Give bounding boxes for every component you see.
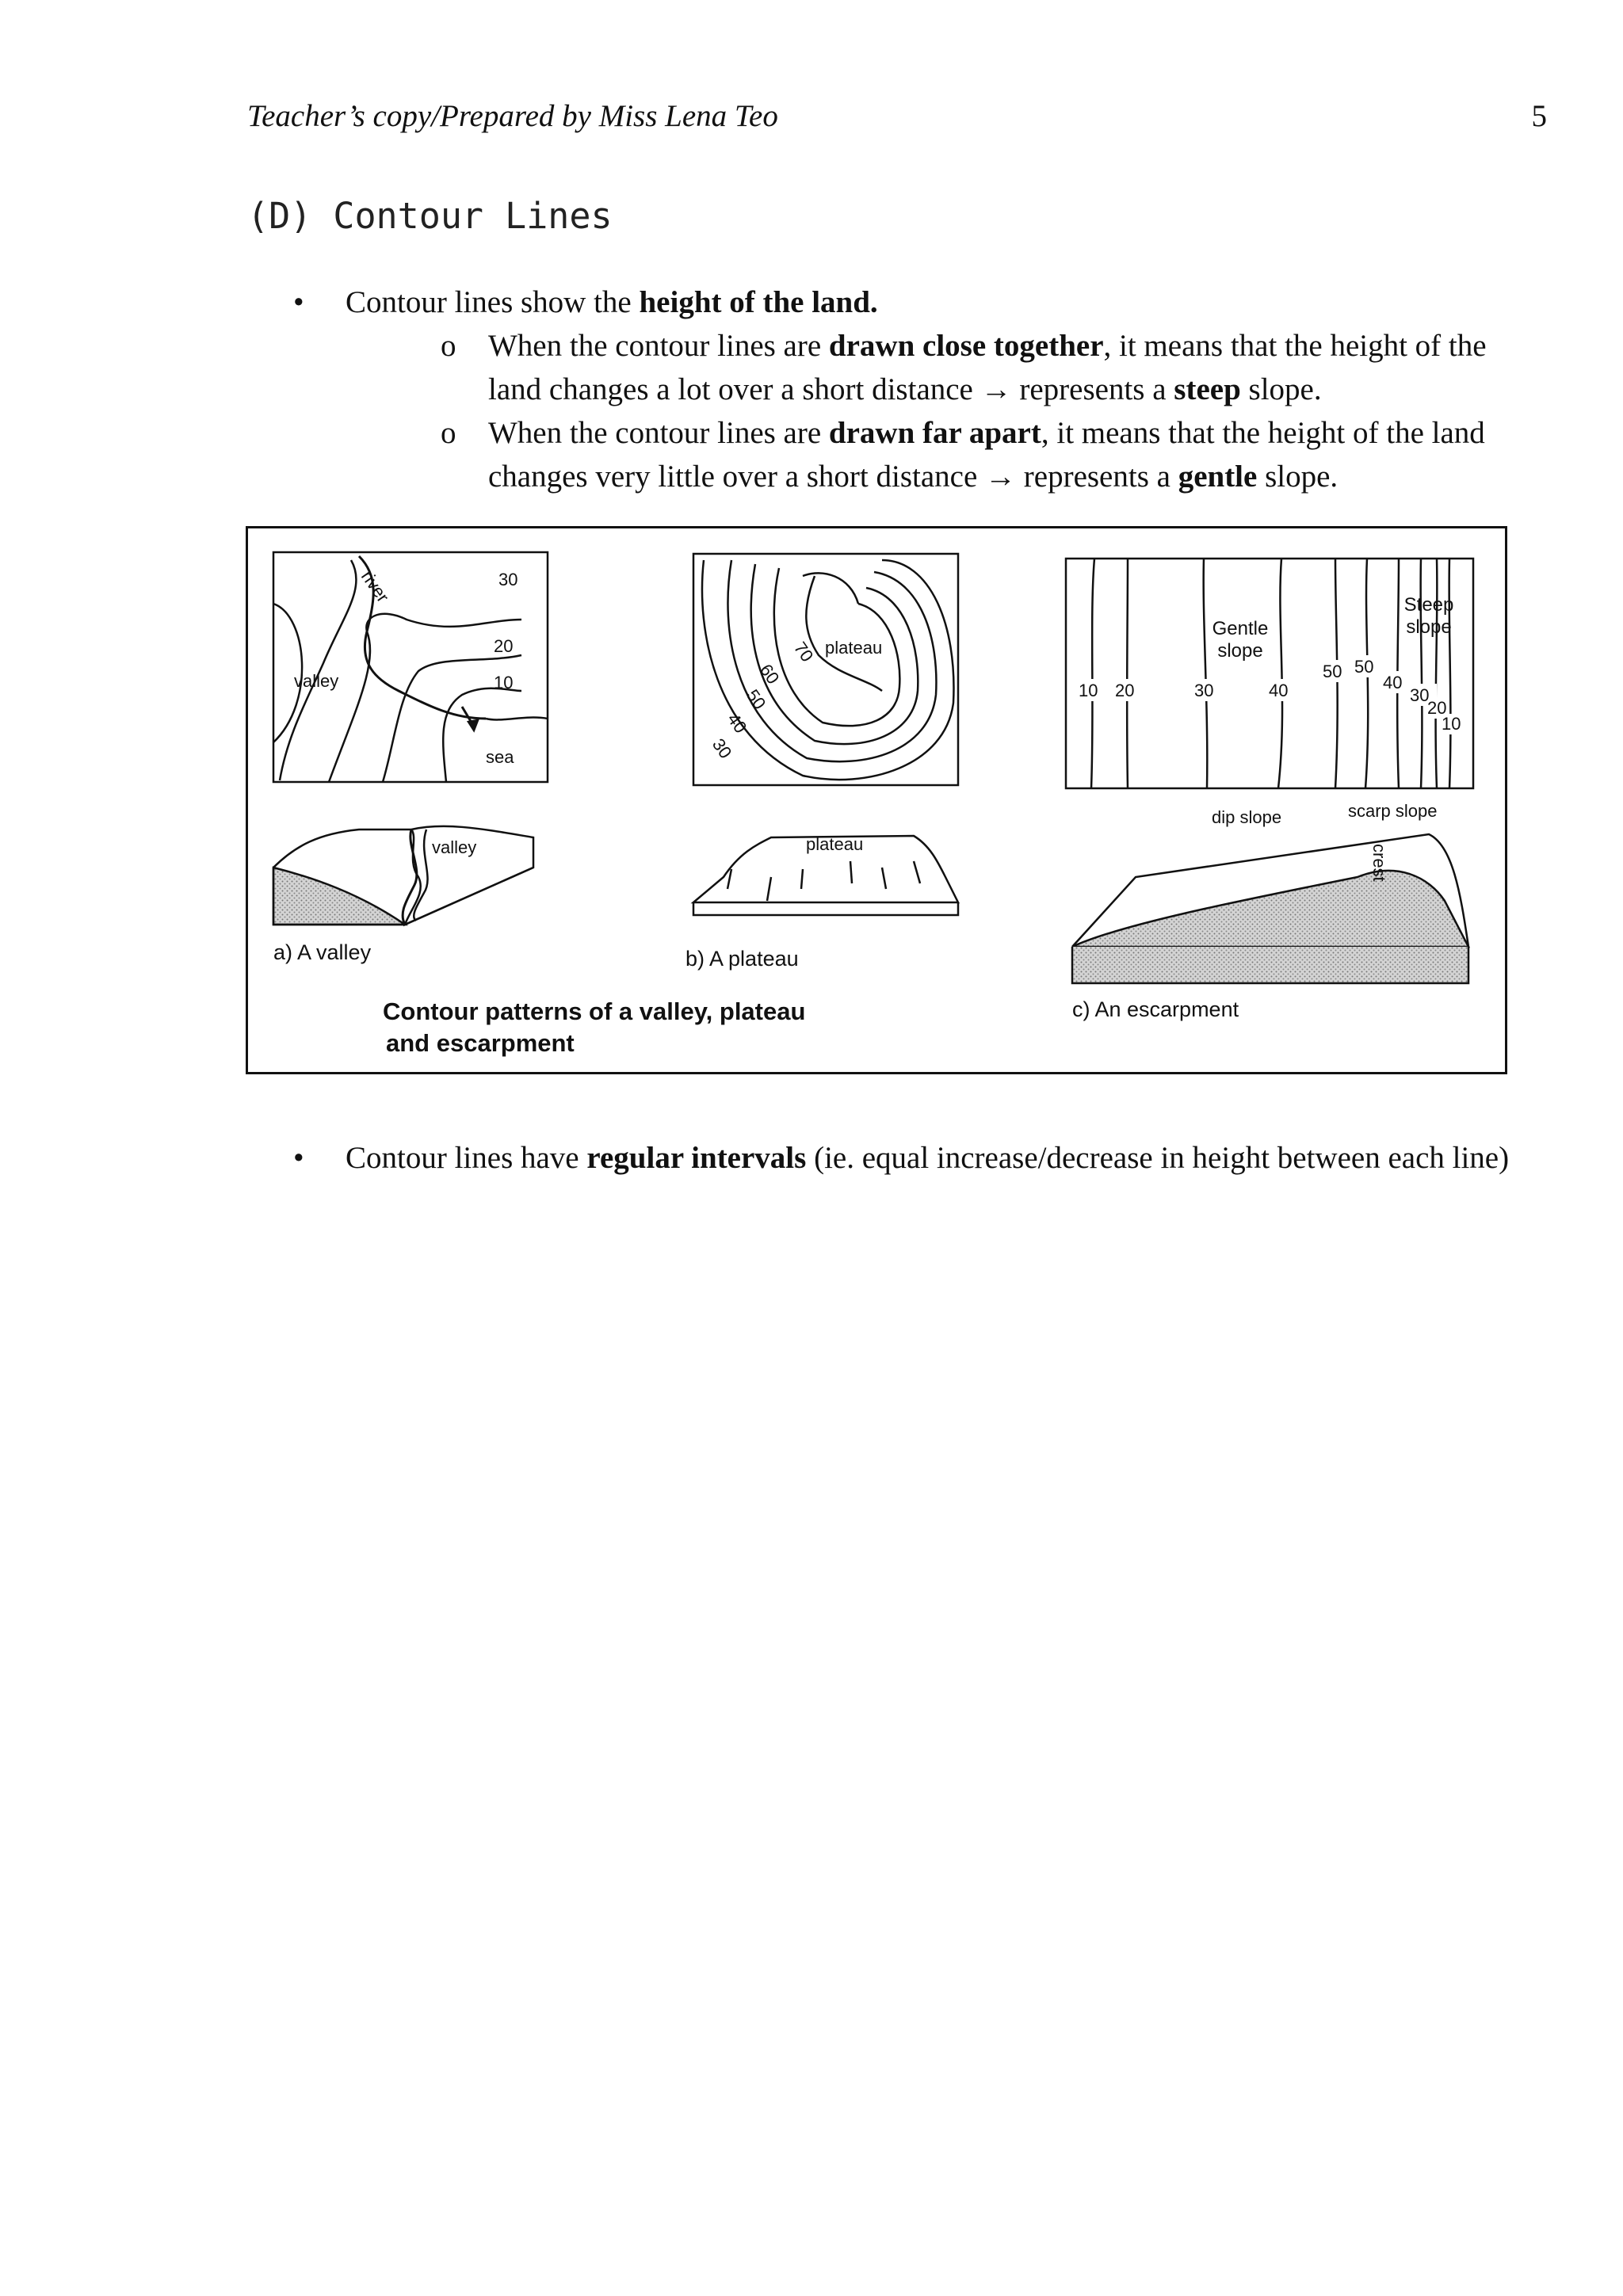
escarpment-left-10: 10 [1079,681,1098,700]
bullet-dot-icon: • [293,1141,304,1175]
page-header [247,98,1547,143]
arrow-icon: → [985,460,1017,494]
bullet1-text: Contour lines show the [346,285,640,319]
dip-slope-label: dip slope [1212,807,1282,827]
sub1-post: represents a [1011,372,1174,406]
escarpment-right-30: 30 [1410,685,1430,705]
bullet2-bold: regular intervals [586,1141,807,1175]
contour-figure [246,526,1507,1074]
bullet-item-height [293,280,1529,324]
valley-map-valley-label: valley [294,671,339,691]
sub-item-apart [338,411,1529,498]
plateau-map-40: 40 [723,709,751,737]
contour-diagram [248,528,1505,1072]
valley-map-20: 20 [494,636,514,656]
page-number: 5 [1531,99,1547,133]
bullet2-post: (ie. equal increase/decrease in height between each line) [806,1141,1510,1175]
escarpment-right-40: 40 [1383,673,1403,692]
escarpment-left-30: 30 [1194,681,1214,700]
caption-plateau: b) A plateau [685,947,799,971]
sub1-bold1: drawn close together [828,329,1104,363]
crest-label: crest [1369,844,1389,882]
sub2-post: represents a [1016,460,1178,494]
bullet2-pre: Contour lines have [346,1141,587,1175]
arrow-icon: → [980,372,1012,406]
plateau-map-60: 60 [755,660,784,688]
sub1-pre: When the contour lines are [488,329,829,363]
sub2-bold2: gentle [1178,460,1258,494]
plateau-map-plateau-label: plateau [825,638,883,658]
plateau-block-label: plateau [806,834,864,854]
bullet-list-top [293,280,1529,498]
bullet-dot-icon: • [293,285,304,319]
scarp-slope-label: scarp slope [1348,801,1438,821]
escarpment-right-20: 20 [1427,698,1447,718]
escarpment-right-10: 10 [1442,714,1461,734]
sub1-end: slope. [1240,372,1322,406]
gentle-slope-label-line2: slope [1217,640,1263,662]
escarpment-left-50: 50 [1323,662,1342,681]
sub2-end: slope. [1257,460,1338,494]
sub2-bold1: drawn far apart [828,416,1041,450]
sub-bullet-circle-icon: o [441,329,456,363]
sub1-bold2: steep [1174,372,1241,406]
plateau-map-50: 50 [742,685,770,713]
escarpment-left-20: 20 [1115,681,1135,700]
valley-block-label: valley [432,837,477,857]
steep-slope-label-line1: Steep [1403,594,1454,616]
steep-slope-label-line2: slope [1406,616,1452,638]
sub2-pre: When the contour lines are [488,416,829,450]
sub2-mid: , it means that the height of the land changes very little over a short distance [488,416,1485,494]
figure-title-line2: and escarpment [386,1029,575,1057]
valley-map-river-label: river [357,566,393,606]
plateau-map-70: 70 [789,638,818,666]
valley-block [273,826,533,925]
valley-map-10: 10 [494,673,514,692]
caption-escarpment: c) An escarpment [1072,997,1239,1021]
caption-valley: a) A valley [273,940,372,964]
sub-item-close [338,324,1529,411]
sub-bullet-circle-icon: o [441,416,456,450]
header-author: Teacher’s copy/Prepared by Miss Lena Teo [247,99,778,133]
gentle-slope-label-line1: Gentle [1212,618,1269,639]
escarpment-map [1066,559,1473,788]
sub1-mid: , it means that the height of the land changes a lot over a short distance [488,329,1487,406]
valley-map-sea-label: sea [486,747,514,767]
figure-title-line1: Contour patterns of a valley, plateau [383,997,806,1025]
valley-map-30: 30 [498,570,518,589]
plateau-map-30: 30 [708,734,736,762]
section-title: (D) Contour Lines [247,195,613,237]
bullet-list-bottom [293,1136,1529,1180]
escarpment-block [1072,834,1468,983]
bullet-item-intervals [293,1136,1529,1180]
escarpment-left-40: 40 [1269,681,1289,700]
escarpment-right-50: 50 [1354,657,1374,677]
bullet1-bold: height of the land. [639,285,878,319]
